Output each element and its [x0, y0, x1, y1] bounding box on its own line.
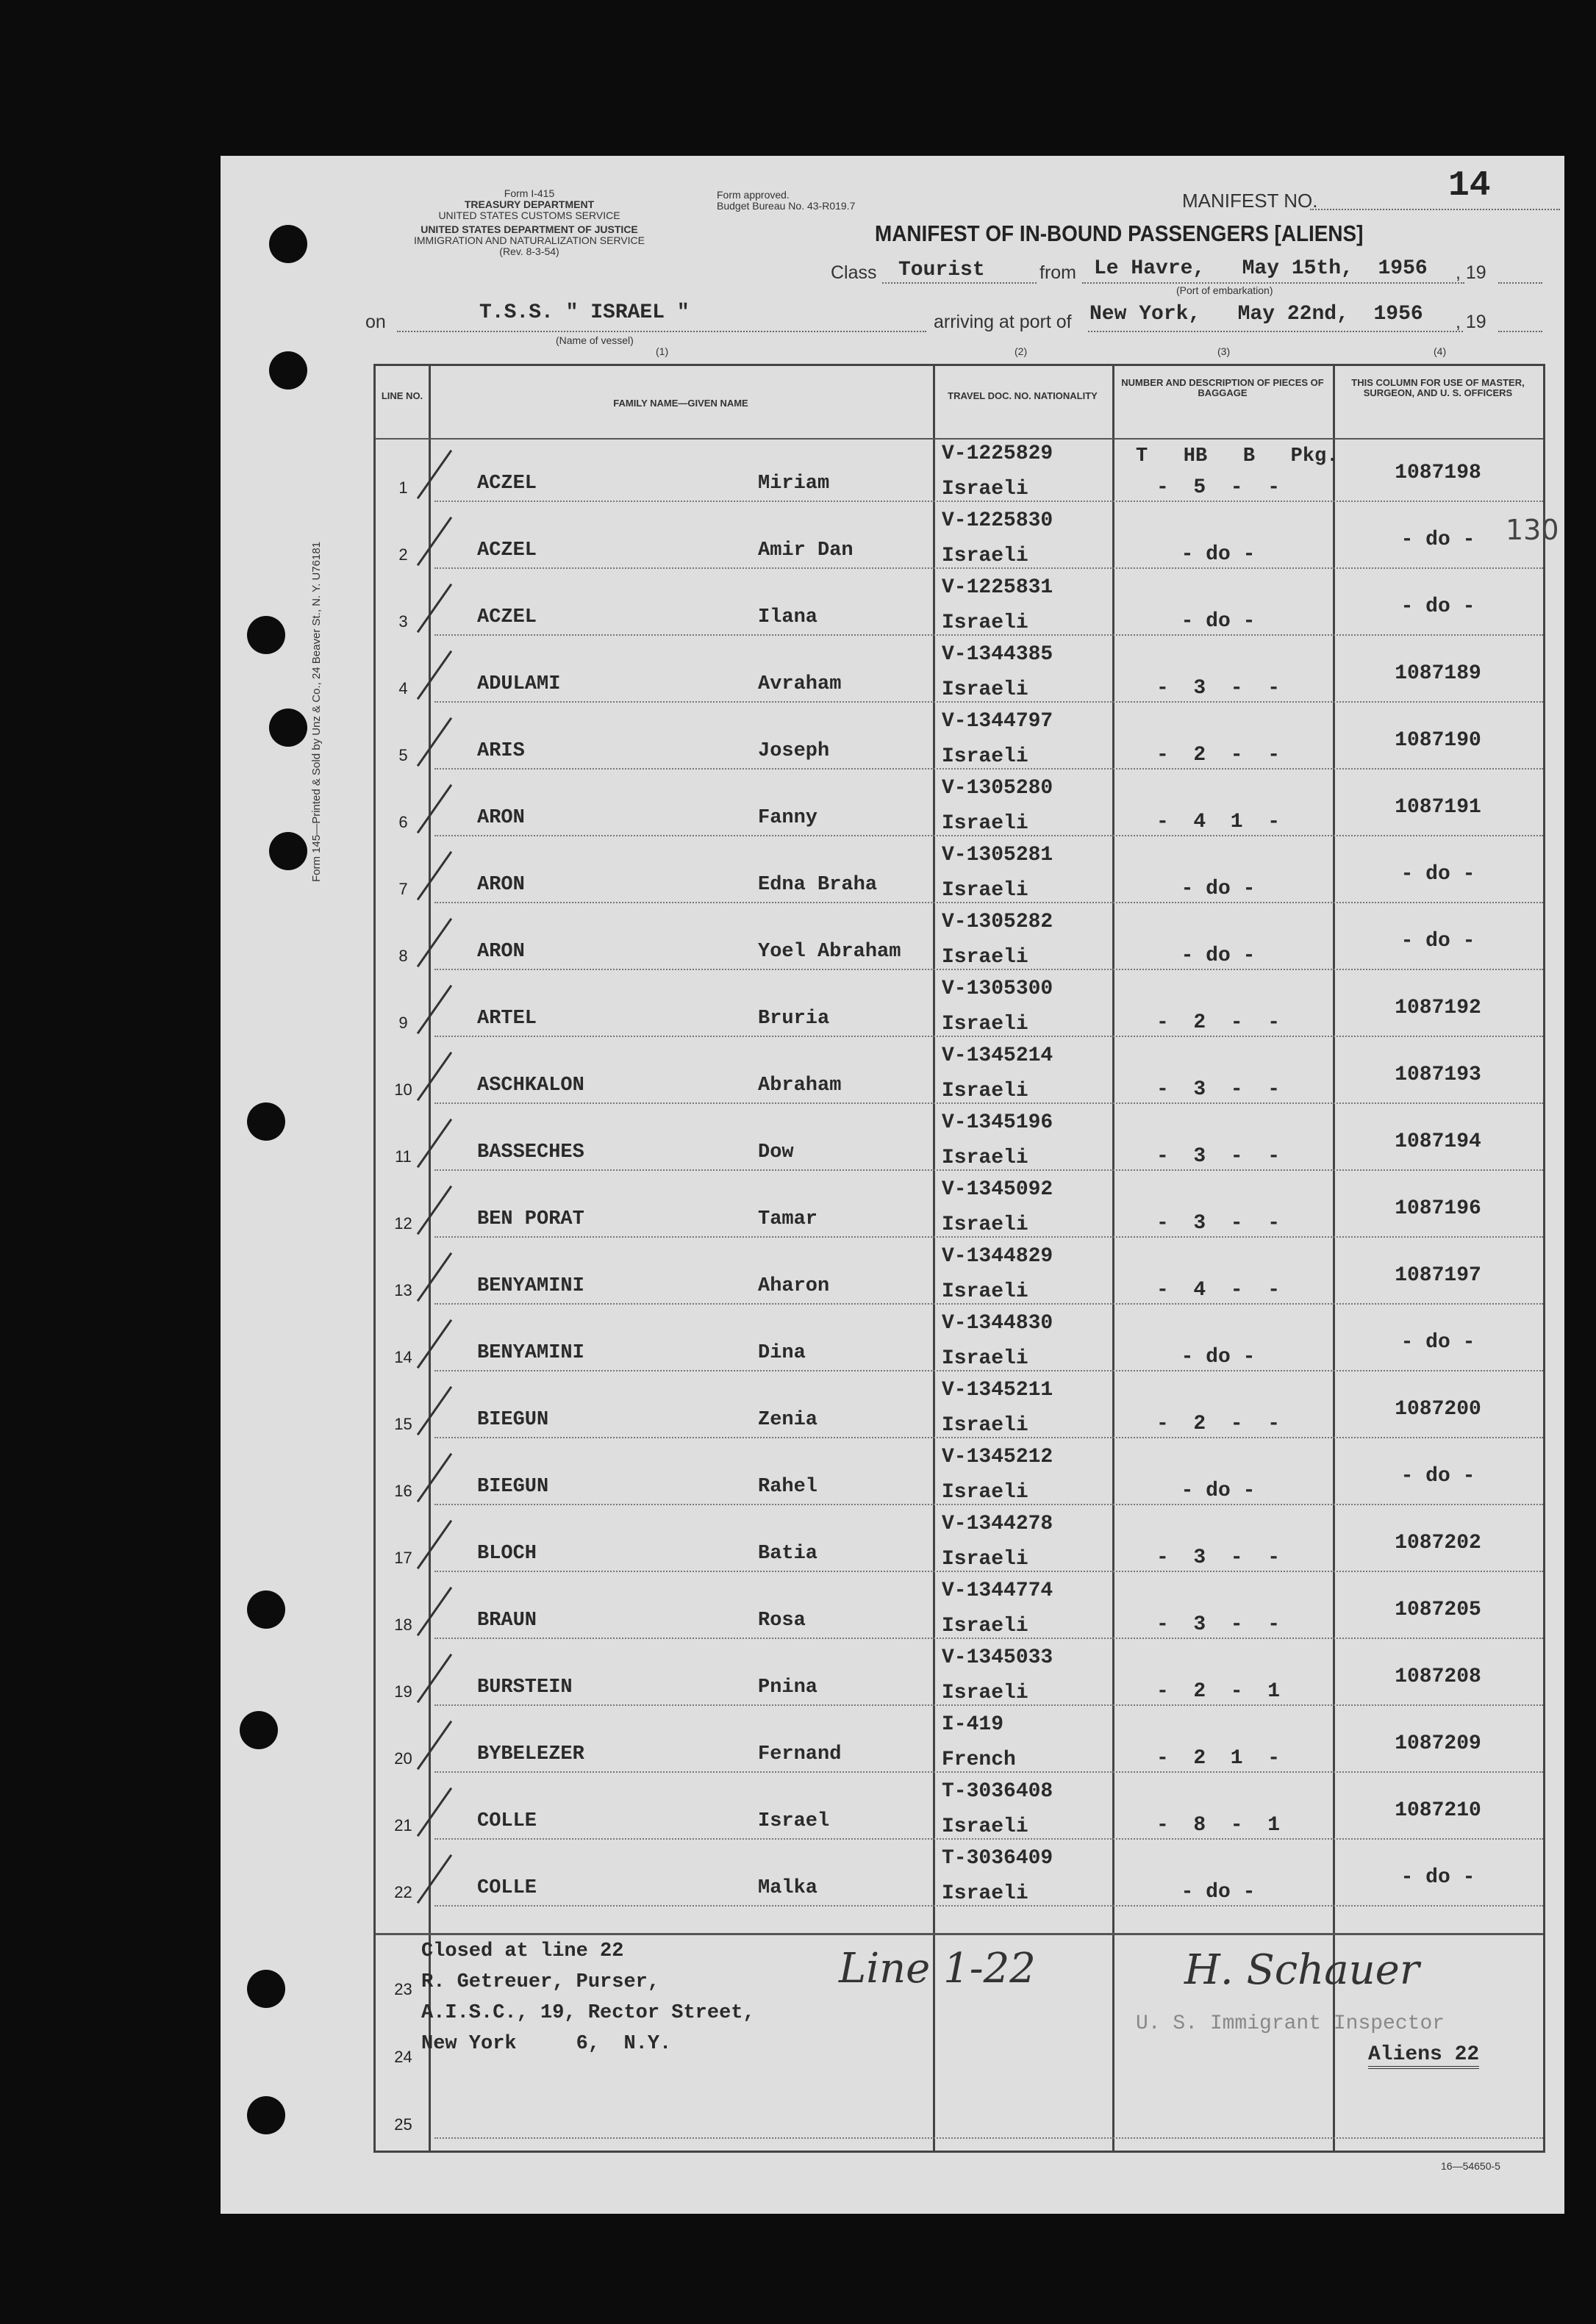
table-row — [376, 841, 1543, 908]
family-name: BIEGUN — [477, 1409, 549, 1431]
closed-at-line: Closed at line 22 — [421, 1940, 624, 1962]
check-mark — [417, 1854, 452, 1904]
line-number: 7 — [398, 880, 408, 898]
family-name: BLOCH — [477, 1543, 537, 1565]
line-number: 2 — [398, 545, 408, 564]
nationality: Israeli — [942, 1213, 1028, 1236]
given-name: Pnina — [758, 1676, 818, 1699]
check-mark — [417, 1654, 452, 1703]
printer-imprint: Form 145—Printed & Sold by Unz & Co., 24 Beaver St., N. Y. U76181 — [310, 541, 323, 882]
family-name: COLLE — [477, 1877, 537, 1899]
travel-doc-number: V-1345092 — [942, 1178, 1053, 1201]
given-name: Amir Dan — [758, 539, 854, 562]
travel-doc-number: V-1344830 — [942, 1312, 1053, 1335]
row-dotted-line — [434, 1169, 1543, 1171]
given-name: Rahel — [758, 1476, 818, 1498]
th-officers: THIS COLUMN FOR USE OF MASTER, SURGEON, AND U. S. OFFICERS — [1351, 377, 1525, 398]
travel-doc-number: V-1345212 — [942, 1446, 1053, 1468]
punch-hole — [247, 1970, 285, 2008]
handwritten-note: 130 — [1506, 514, 1559, 546]
row-dotted-line — [434, 1638, 1543, 1639]
given-name: Zenia — [758, 1409, 818, 1431]
row-dotted-line — [434, 501, 1543, 502]
table-row — [376, 506, 1559, 573]
nationality: Israeli — [942, 545, 1028, 567]
baggage-count: - 2 1 - — [1156, 1747, 1281, 1770]
col-number-3: (3) — [1217, 345, 1231, 357]
baggage-count: - 5 - - — [1156, 476, 1281, 499]
baggage-count: - 2 - 1 — [1156, 1680, 1281, 1703]
officer-number: 1087192 — [1395, 997, 1481, 1019]
row-dotted-line — [434, 1437, 1543, 1438]
arrival-value: New York, May 22nd, 1956 — [1089, 303, 1423, 326]
given-name: Malka — [758, 1877, 818, 1899]
table-row — [376, 640, 1543, 707]
check-mark — [417, 650, 452, 700]
nationality: Israeli — [942, 1080, 1028, 1102]
nationality: Israeli — [942, 745, 1028, 768]
baggage-count: - 3 - - — [1156, 1212, 1281, 1235]
nationality: Israeli — [942, 478, 1028, 501]
travel-doc-number: V-1345214 — [942, 1044, 1053, 1067]
given-name: Miriam — [758, 473, 830, 495]
table-row — [376, 1577, 1543, 1643]
given-name: Rosa — [758, 1610, 806, 1632]
manifest-number-line — [1310, 209, 1560, 210]
nationality: Israeli — [942, 1347, 1028, 1370]
row-dotted-line — [434, 1905, 1543, 1907]
line-number: 6 — [398, 813, 408, 831]
officer-number: 1087191 — [1395, 796, 1481, 819]
manifest-label: MANIFEST NO. — [1182, 190, 1318, 212]
baggage-count: - 3 - - — [1156, 677, 1281, 700]
punch-hole — [269, 225, 307, 263]
given-name: Joseph — [758, 740, 830, 762]
embark-value: Le Havre, May 15th, 1956 — [1094, 257, 1428, 280]
line-number: 15 — [394, 1415, 412, 1433]
family-name: ACZEL — [477, 539, 537, 562]
check-mark — [417, 1787, 452, 1837]
family-name: ARON — [477, 941, 525, 963]
on-label: on — [365, 312, 386, 332]
row-dotted-line — [434, 1102, 1543, 1104]
punch-hole — [269, 709, 307, 747]
th-line-no: LINE NO. — [381, 390, 423, 401]
officer-number: - do - — [1400, 863, 1475, 886]
handwritten-line-range: Line 1-22 — [839, 1945, 1036, 1993]
nationality: Israeli — [942, 1882, 1028, 1905]
line-number: 5 — [398, 746, 408, 764]
agent-city: New York 6, N.Y. — [421, 2033, 672, 2055]
line-number: 17 — [394, 1549, 412, 1567]
check-mark — [417, 1119, 452, 1168]
baggage-count: - do - — [1181, 1881, 1256, 1904]
manifest-table — [373, 364, 1559, 2153]
vessel-caption: (Name of vessel) — [556, 334, 634, 346]
approval-block — [717, 190, 855, 212]
baggage-count: - do - — [1181, 944, 1256, 967]
officer-number: 1087196 — [1395, 1197, 1481, 1220]
col-number-1: (1) — [656, 345, 669, 357]
family-name: ADULAMI — [477, 673, 561, 695]
punch-hole — [247, 2096, 285, 2134]
baggage-subcols: T HB B Pkg. — [1136, 445, 1339, 467]
form-approved: Form approved. — [717, 189, 790, 201]
given-name: Fanny — [758, 807, 818, 829]
justice-dept: UNITED STATES DEPARTMENT OF JUSTICE — [421, 223, 638, 235]
given-name: Yoel Abraham — [758, 941, 901, 963]
given-name: Dina — [758, 1342, 806, 1364]
arrival-line — [1088, 331, 1463, 332]
check-mark — [417, 584, 452, 633]
line-number: 11 — [395, 1147, 412, 1166]
page-title: MANIFEST OF IN-BOUND PASSENGERS [ALIENS] — [875, 220, 1364, 246]
given-name: Israel — [758, 1810, 830, 1832]
family-name: BYBELEZER — [477, 1743, 584, 1765]
check-mark — [417, 1520, 452, 1569]
embark-line — [1082, 282, 1464, 284]
line-number: 22 — [394, 1883, 412, 1901]
given-name: Aharon — [758, 1275, 830, 1297]
check-mark — [417, 985, 452, 1034]
travel-doc-number: V-1345033 — [942, 1646, 1053, 1669]
family-name: ARTEL — [477, 1008, 537, 1030]
table-row — [376, 1309, 1543, 1376]
nationality: Israeli — [942, 1481, 1028, 1504]
officer-number: 1087208 — [1395, 1665, 1481, 1688]
row-dotted-line — [434, 1504, 1543, 1505]
row-dotted-line — [434, 1571, 1543, 1572]
table-row — [376, 1777, 1543, 1844]
baggage-count: - 8 - 1 — [1156, 1814, 1281, 1837]
row-dotted-line — [434, 1236, 1543, 1238]
port-embark-caption: (Port of embarkation) — [1176, 284, 1273, 296]
family-name: ARIS — [477, 740, 525, 762]
baggage-count: - do - — [1181, 878, 1256, 900]
punch-hole — [247, 1590, 285, 1629]
row-dotted-line — [434, 1771, 1543, 1773]
manifest-number: 14 — [1448, 166, 1491, 206]
travel-doc-number: V-1345211 — [942, 1379, 1053, 1402]
baggage-count: - 2 - - — [1156, 1413, 1281, 1435]
table-row — [376, 975, 1543, 1041]
purser-name: R. Getreuer, Purser, — [421, 1971, 660, 1993]
baggage-count: - do - — [1181, 1480, 1256, 1502]
line-number: 21 — [394, 1816, 412, 1835]
treasury-dept: TREASURY DEPARTMENT — [464, 198, 595, 210]
check-mark — [417, 851, 452, 900]
line-number: 25 — [394, 2115, 412, 2134]
vessel-line — [397, 331, 926, 332]
row-dotted-line — [434, 1838, 1543, 1840]
table-row — [376, 1443, 1543, 1510]
table-row — [376, 707, 1543, 774]
table-row — [376, 1108, 1543, 1175]
travel-doc-number: V-1305300 — [942, 978, 1053, 1000]
family-name: BASSECHES — [477, 1141, 584, 1163]
arriving-label: arriving at port of — [934, 312, 1072, 332]
table-row — [376, 573, 1543, 640]
row-dotted-line — [434, 768, 1543, 770]
nationality: Israeli — [942, 1147, 1028, 1169]
line-number: 20 — [394, 1749, 412, 1768]
travel-doc-number: V-1225830 — [942, 509, 1053, 532]
family-name: BENYAMINI — [477, 1275, 584, 1297]
row-dotted-line — [434, 701, 1543, 703]
col-number-4: (4) — [1434, 345, 1447, 357]
check-mark — [417, 1252, 452, 1302]
arrival-year-suffix: , 19 — [1456, 312, 1486, 332]
baggage-count: - 4 - - — [1156, 1279, 1281, 1302]
officer-number: 1087193 — [1395, 1064, 1481, 1086]
travel-doc-number: T-3036408 — [942, 1780, 1053, 1803]
nationality: Israeli — [942, 1548, 1028, 1571]
baggage-count: - 2 - - — [1156, 1011, 1281, 1034]
from-label: from — [1039, 262, 1076, 283]
officer-number: 1087210 — [1395, 1799, 1481, 1822]
check-mark — [417, 1052, 452, 1101]
inspector-title: U. S. Immigrant Inspector — [1136, 2012, 1445, 2035]
officer-number: - do - — [1400, 528, 1475, 551]
baggage-count: - 3 - - — [1156, 1145, 1281, 1168]
table-row — [376, 1710, 1543, 1777]
given-name: Fernand — [758, 1743, 842, 1765]
row-dotted-line — [434, 634, 1543, 636]
travel-doc-number: V-1305281 — [942, 844, 1053, 867]
line-number: 1 — [398, 478, 408, 497]
nationality: Israeli — [942, 946, 1028, 969]
table-row — [376, 440, 1543, 506]
agent-address: A.I.S.C., 19, Rector Street, — [421, 2002, 755, 2024]
officer-number: 1087198 — [1395, 462, 1481, 484]
line-number: 19 — [394, 1682, 412, 1701]
col-number-2: (2) — [1015, 345, 1028, 357]
nationality: Israeli — [942, 1682, 1028, 1704]
customs-service: UNITED STATES CUSTOMS SERVICE — [438, 209, 620, 221]
row-dotted-line — [434, 902, 1543, 903]
check-mark — [417, 1386, 452, 1435]
row-dotted-line — [434, 835, 1543, 836]
row-dotted-line — [434, 1303, 1543, 1305]
table-row — [376, 1510, 1543, 1577]
officer-number: 1087205 — [1395, 1599, 1481, 1621]
officer-number: - do - — [1400, 930, 1475, 953]
check-mark — [417, 1453, 452, 1502]
aliens-count: Aliens 22 — [1368, 2043, 1479, 2069]
nationality: Israeli — [942, 678, 1028, 701]
year-suffix: , 19 — [1456, 262, 1486, 283]
family-name: ACZEL — [477, 473, 537, 495]
th-name: FAMILY NAME—GIVEN NAME — [613, 398, 748, 409]
given-name: Batia — [758, 1543, 818, 1565]
row-dotted-line — [434, 567, 1543, 569]
th-travel: TRAVEL DOC. NO. NATIONALITY — [948, 390, 1098, 401]
nationality: Israeli — [942, 1013, 1028, 1036]
line-number: 18 — [394, 1615, 412, 1634]
line-number: 9 — [398, 1014, 408, 1032]
nationality: Israeli — [942, 1615, 1028, 1638]
line-number: 3 — [398, 612, 408, 631]
officer-number: 1087190 — [1395, 729, 1481, 752]
line-number: 13 — [394, 1281, 412, 1299]
check-mark — [417, 1587, 452, 1636]
travel-doc-number: V-1305280 — [942, 777, 1053, 800]
officer-number: 1087200 — [1395, 1398, 1481, 1421]
nationality: French — [942, 1749, 1016, 1771]
given-name: Edna Braha — [758, 874, 878, 896]
travel-doc-number: T-3036409 — [942, 1847, 1053, 1870]
line-number: 24 — [394, 2048, 412, 2066]
baggage-count: - 3 - - — [1156, 1613, 1281, 1636]
officer-number: - do - — [1400, 1465, 1475, 1488]
baggage-count: - 3 - - — [1156, 1546, 1281, 1569]
travel-doc-number: I-419 — [942, 1713, 1004, 1736]
class-line — [882, 282, 1037, 284]
form-number: Form I-415 — [504, 187, 555, 199]
check-mark — [417, 517, 452, 566]
line-number: 23 — [394, 1980, 412, 1998]
baggage-count: - 3 - - — [1156, 1078, 1281, 1101]
officer-number: 1087189 — [1395, 662, 1481, 685]
family-name: COLLE — [477, 1810, 537, 1832]
table-row — [376, 1643, 1543, 1710]
line-number: 14 — [394, 1348, 412, 1366]
given-name: Abraham — [758, 1075, 842, 1097]
line-number: 8 — [398, 947, 408, 965]
line-number: 10 — [394, 1080, 412, 1099]
nationality: Israeli — [942, 812, 1028, 835]
officer-number: 1087194 — [1395, 1130, 1481, 1153]
travel-doc-number: V-1305282 — [942, 911, 1053, 933]
row-dotted-line — [434, 1704, 1543, 1706]
check-mark — [417, 717, 452, 767]
vessel-name: T.S.S. " ISRAEL " — [479, 301, 690, 324]
table-row — [376, 1242, 1543, 1309]
officer-number: - do - — [1400, 1866, 1475, 1889]
nationality: Israeli — [942, 1414, 1028, 1437]
check-mark — [417, 450, 452, 499]
family-name: ARON — [477, 807, 525, 829]
year-line — [1498, 282, 1542, 284]
table-row — [376, 2076, 1543, 2143]
row-dotted-line — [434, 969, 1543, 970]
table-row — [376, 1844, 1543, 1911]
row-dotted-line — [434, 1036, 1543, 1037]
given-name: Tamar — [758, 1208, 818, 1230]
baggage-count: - do - — [1181, 610, 1256, 633]
check-mark — [417, 1186, 452, 1235]
line-number: 16 — [394, 1482, 412, 1500]
check-mark — [417, 784, 452, 833]
officer-number: - do - — [1400, 595, 1475, 618]
check-mark — [417, 1721, 452, 1770]
baggage-count: - do - — [1181, 543, 1256, 566]
given-name: Bruria — [758, 1008, 830, 1030]
check-mark — [417, 1319, 452, 1369]
baggage-count: - 2 - - — [1156, 744, 1281, 767]
nationality: Israeli — [942, 879, 1028, 902]
travel-doc-number: V-1225831 — [942, 576, 1053, 599]
form-block — [360, 188, 698, 257]
nationality: Israeli — [942, 1815, 1028, 1838]
baggage-count: - do - — [1181, 1346, 1256, 1369]
given-name: Dow — [758, 1141, 794, 1163]
arrival-year-line — [1498, 331, 1542, 332]
row-dotted-line — [434, 1370, 1543, 1371]
officer-number: 1087197 — [1395, 1264, 1481, 1287]
table-row — [376, 908, 1543, 975]
class-label: Class — [831, 262, 877, 283]
punch-hole — [247, 1102, 285, 1141]
family-name: ARON — [477, 874, 525, 896]
check-mark — [417, 918, 452, 967]
family-name: BEN PORAT — [477, 1208, 584, 1230]
officer-number: 1087209 — [1395, 1732, 1481, 1755]
given-name: Ilana — [758, 606, 818, 628]
family-name: BRAUN — [477, 1610, 537, 1632]
revision: (Rev. 8-3-54) — [499, 245, 559, 257]
nationality: Israeli — [942, 1280, 1028, 1303]
table-row — [376, 1041, 1543, 1108]
family-name: BURSTEIN — [477, 1676, 573, 1699]
punch-hole — [240, 1711, 278, 1749]
travel-doc-number: V-1344385 — [942, 643, 1053, 666]
nationality: Israeli — [942, 612, 1028, 634]
line-number: 4 — [398, 679, 408, 697]
inspector-signature: H. Schauer — [1184, 1946, 1420, 1994]
punch-hole — [269, 832, 307, 870]
baggage-count: - 4 1 - — [1156, 811, 1281, 833]
family-name: BIEGUN — [477, 1476, 549, 1498]
travel-doc-number: V-1344797 — [942, 710, 1053, 733]
travel-doc-number: V-1345196 — [942, 1111, 1053, 1134]
ins-service: IMMIGRATION AND NATURALIZATION SERVICE — [414, 234, 645, 246]
table-row — [376, 1175, 1543, 1242]
family-name: BENYAMINI — [477, 1342, 584, 1364]
table-row — [376, 774, 1543, 841]
family-name: ACZEL — [477, 606, 537, 628]
line-number: 12 — [394, 1214, 412, 1233]
travel-doc-number: V-1344278 — [942, 1513, 1053, 1535]
travel-doc-number: V-1225829 — [942, 442, 1053, 465]
punch-hole — [247, 616, 285, 654]
th-baggage: NUMBER AND DESCRIPTION OF PIECES OF BAGGAGE — [1121, 377, 1324, 398]
officer-number: - do - — [1400, 1331, 1475, 1354]
officer-number: 1087202 — [1395, 1532, 1481, 1554]
table-row — [376, 1376, 1543, 1443]
travel-doc-number: V-1344774 — [942, 1579, 1053, 1602]
class-value: Tourist — [898, 259, 985, 281]
budget-bureau: Budget Bureau No. 43-R019.7 — [717, 200, 856, 212]
travel-doc-number: V-1344829 — [942, 1245, 1053, 1268]
footer-code: 16—54650-5 — [1441, 2160, 1500, 2172]
punch-hole — [269, 351, 307, 390]
given-name: Avraham — [758, 673, 842, 695]
family-name: ASCHKALON — [477, 1075, 584, 1097]
